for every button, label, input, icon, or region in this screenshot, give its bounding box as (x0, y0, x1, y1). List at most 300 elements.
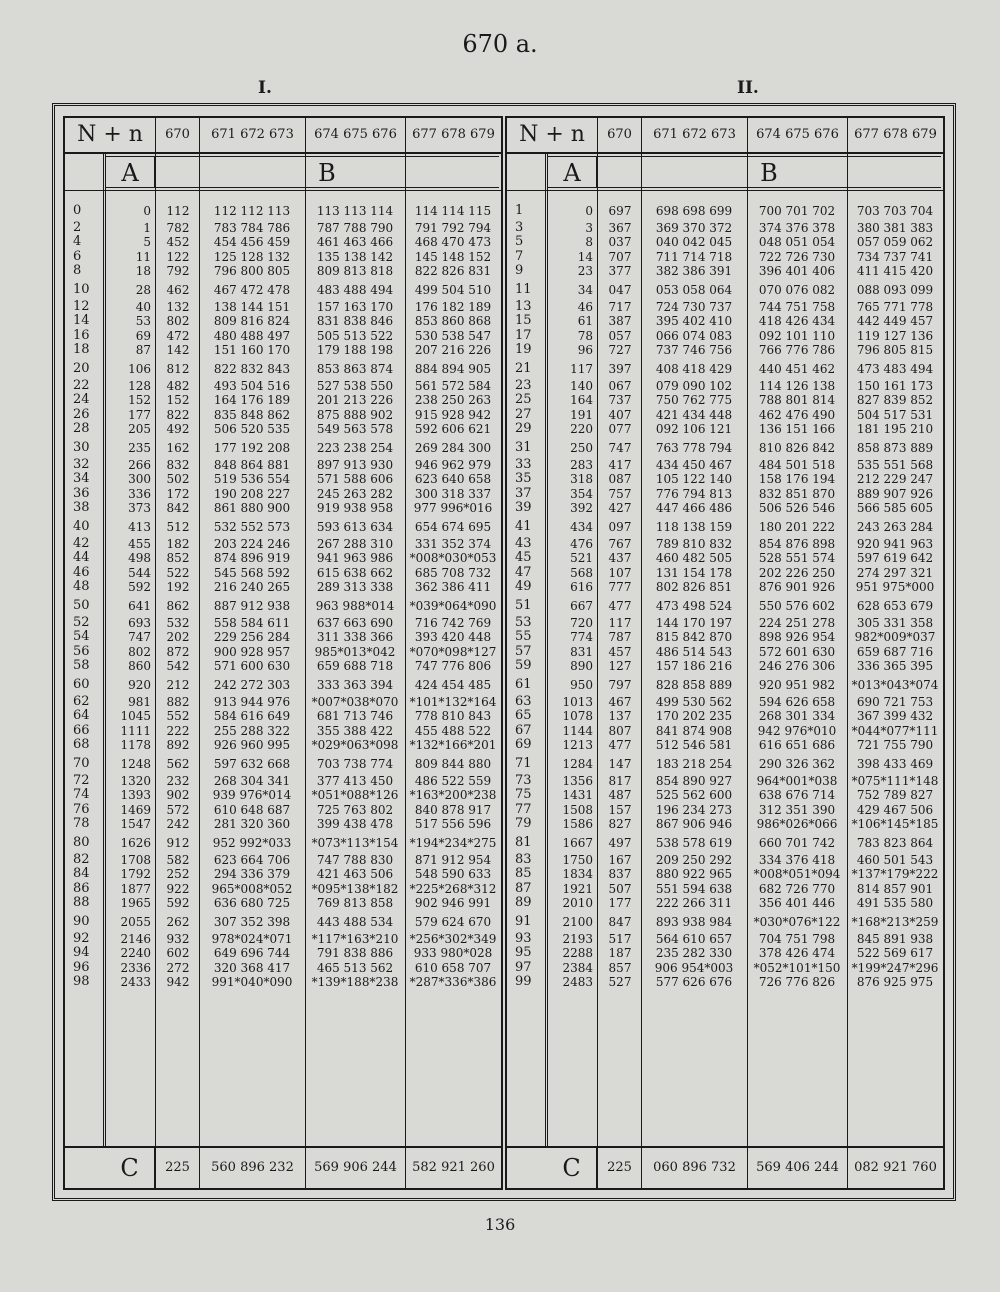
table-row (507, 709, 943, 723)
col-671-673-values: 144 170 197 (655, 616, 733, 631)
col-671-673-values: 183 218 254 (655, 757, 733, 771)
col-670-value: 427 (608, 500, 632, 515)
table-row (65, 774, 501, 788)
col-674-676-values: 722 726 730 (758, 249, 836, 264)
col-677-679-values: 207 216 226 (414, 342, 492, 357)
col-671-673-values: 545 568 592 (213, 565, 291, 580)
col-674-676-values: 378 426 474 (758, 946, 836, 961)
table-row (65, 329, 501, 343)
col-670-value: 802 (166, 314, 190, 329)
col-677-679-values: *070*098*127 (409, 644, 497, 659)
n-value: 60 (73, 677, 90, 692)
col-674-676-values: 505 513 522 (316, 328, 394, 343)
col-671-673-values: 564 610 657 (655, 932, 733, 947)
col-671-673-values: 079 090 102 (655, 379, 733, 394)
n-value: 78 (73, 815, 90, 831)
col-674-676-values: 615 638 662 (316, 565, 394, 580)
col-674-676-values: 202 226 250 (758, 565, 836, 580)
col-671-673-values: 242 272 303 (213, 678, 291, 692)
col-674-676-values: 399 438 478 (316, 816, 394, 831)
col-670-value: 047 (608, 283, 632, 297)
table-row (507, 264, 943, 278)
col-677-679-values: 145 148 152 (414, 249, 492, 264)
a-value: 1284 (562, 757, 593, 771)
col-674-676-values: 462 476 490 (758, 407, 836, 422)
col-677-679-values: 951 975*000 (855, 579, 935, 594)
n-value: 18 (73, 341, 90, 357)
col-677-679-values: 623 640 658 (414, 472, 492, 487)
c-value: 582 921 260 (405, 1148, 501, 1188)
c-value: 082 921 760 (847, 1148, 943, 1188)
n-value: 55 (515, 629, 532, 645)
a-value: 23 (577, 263, 593, 278)
col-670-value: 467 (608, 695, 632, 710)
col-671-673-values: 421 434 448 (655, 407, 733, 422)
table-row (65, 204, 501, 218)
col-677-679-values: 871 912 954 (414, 853, 492, 868)
col-674-676-values: 136 151 166 (758, 421, 836, 436)
col-674-676-values: 355 388 422 (316, 723, 394, 738)
n-value: 96 (73, 959, 90, 975)
col-671-673-values: 519 536 554 (213, 472, 291, 487)
col-674-676-values: 572 601 630 (758, 644, 836, 659)
col-677-679-values: 946 962 979 (414, 458, 492, 473)
col-674-676-values: 465 513 562 (316, 960, 394, 975)
col-677-679-values: 468 470 473 (414, 235, 492, 250)
table-row (65, 803, 501, 817)
table-row (65, 678, 501, 692)
col-677-679-values: 716 742 769 (414, 616, 492, 631)
a-value: 2433 (120, 974, 151, 989)
a-value: 413 (128, 520, 151, 534)
col-677-679-values: 884 894 905 (414, 362, 492, 376)
table-row (65, 645, 501, 659)
n-value: 19 (515, 341, 532, 357)
col-671-673-values: 151 160 170 (213, 342, 291, 357)
col-677-679-values: 548 590 633 (414, 867, 492, 882)
a-value: 1469 (120, 802, 151, 817)
n-value: 4 (73, 234, 82, 250)
col-671-673-values: 763 778 794 (655, 441, 733, 455)
col-671-673-values: 538 578 619 (655, 836, 733, 850)
table-row (507, 422, 943, 436)
col-671-673-values: 874 896 919 (213, 551, 291, 566)
table-row (507, 487, 943, 501)
table-row (65, 738, 501, 752)
col-674-676-values: 245 263 282 (316, 486, 394, 501)
table-row (65, 946, 501, 960)
col-674-676-values: 484 501 518 (758, 458, 836, 473)
col-671-673-values: 939 976*014 (212, 788, 292, 803)
c-value: 569 406 244 (747, 1148, 847, 1188)
col-670-value: 767 (608, 537, 632, 552)
table-row (65, 709, 501, 723)
a-value: 1 (143, 221, 151, 236)
col-670-value: 212 (166, 678, 190, 692)
a-value: 1320 (120, 774, 151, 789)
n-value: 93 (515, 931, 532, 947)
table-row (507, 300, 943, 314)
table-row (507, 882, 943, 896)
a-value: 283 (570, 458, 593, 473)
table-row (65, 659, 501, 673)
n-value: 50 (73, 598, 90, 613)
col-671-673-values: 952 992*033 (212, 836, 292, 850)
a-value: 318 (570, 472, 593, 487)
a-value: 373 (128, 500, 151, 515)
col-677-679-values: *168*213*259 (851, 915, 939, 929)
col-677-679-values: 977 996*016 (413, 500, 493, 515)
col-670-value: 512 (166, 520, 190, 534)
col-671-673-values: 525 562 600 (655, 788, 733, 803)
col-674-676-values: 246 276 306 (758, 658, 836, 673)
col-670-value: 812 (166, 362, 190, 376)
col-677-679-values: *044*077*111 (851, 723, 939, 738)
col-670-value: 477 (608, 737, 632, 752)
table-row (507, 659, 943, 673)
n-value: 95 (515, 945, 532, 961)
table-row (65, 853, 501, 867)
col-677-679-values: 597 619 642 (856, 551, 934, 566)
a-value: 191 (570, 407, 593, 422)
a-value: 860 (128, 658, 151, 673)
n-value: 79 (515, 815, 532, 831)
n-value: 34 (73, 471, 90, 487)
table-row (507, 853, 943, 867)
table-row (65, 422, 501, 436)
n-value: 40 (73, 519, 90, 534)
col-670-value: 892 (166, 737, 190, 752)
col-674-676-values: 769 813 858 (316, 895, 394, 910)
n-value: 56 (73, 643, 90, 659)
n-value: 75 (515, 787, 532, 803)
col-677-679-values: 429 467 506 (856, 802, 934, 817)
n-value: 43 (515, 536, 532, 552)
col-671-673-values: 105 122 140 (655, 472, 733, 487)
a-value: 476 (570, 537, 593, 552)
col-674-676-values: 289 313 338 (316, 579, 394, 594)
n-value: 2 (73, 220, 82, 236)
table-row (507, 393, 943, 407)
col-670-value: 472 (166, 328, 190, 343)
col-677-679-values: 517 556 596 (414, 816, 492, 831)
col-674-676-values: 964*001*038 (756, 774, 838, 789)
col-671-673-values: 480 488 497 (213, 328, 291, 343)
a-value: 1921 (562, 881, 593, 896)
col-670-value: 582 (166, 853, 190, 868)
table-row (65, 580, 501, 594)
col-670-value: 922 (166, 881, 190, 896)
table-row (507, 283, 943, 297)
a-value: 1547 (120, 816, 151, 831)
col-671-673-values: 698 698 699 (655, 204, 733, 218)
n-value: 86 (73, 880, 90, 896)
col-677-679-values: 367 399 432 (856, 709, 934, 724)
col-671-673-values: 131 154 178 (655, 565, 733, 580)
column-header: 670 (597, 118, 641, 152)
col-671-673-values: 486 514 543 (655, 644, 733, 659)
a-value: 1877 (120, 881, 151, 896)
table-row (507, 362, 943, 376)
c-footer-row (65, 1146, 501, 1188)
col-677-679-values: 566 585 605 (856, 500, 934, 515)
col-674-676-values: 527 538 550 (316, 379, 394, 394)
a-value: 2146 (120, 932, 151, 947)
col-670-value: 477 (608, 599, 632, 613)
table-row (507, 788, 943, 802)
n-value: 98 (73, 973, 90, 989)
col-674-676-values: 224 251 278 (758, 616, 836, 631)
n-value: 74 (73, 787, 90, 803)
col-670-value: 097 (608, 520, 632, 534)
c-value: 225 (155, 1148, 199, 1188)
col-670-value: 417 (608, 458, 632, 473)
col-671-673-values: 809 816 824 (213, 314, 291, 329)
a-value: 53 (135, 314, 151, 329)
a-value: 2240 (120, 946, 151, 961)
col-677-679-values: 685 708 732 (414, 565, 492, 580)
col-674-676-values: *030*076*122 (753, 915, 841, 929)
table-row (507, 961, 943, 975)
table-row (507, 408, 943, 422)
col-674-676-values: 461 463 466 (316, 235, 394, 250)
col-671-673-values: 281 320 360 (213, 816, 291, 831)
col-670-value: 152 (166, 393, 190, 408)
a-value: 2336 (120, 960, 151, 975)
col-671-673-values: 551 594 638 (655, 881, 733, 896)
col-670-value: 182 (166, 537, 190, 552)
col-677-679-values: 336 365 395 (856, 658, 934, 673)
col-674-676-values: 421 463 506 (316, 867, 394, 882)
col-671-673-values: 867 906 946 (655, 816, 733, 831)
n-value: 72 (73, 773, 90, 789)
n-value: 99 (515, 973, 532, 989)
table-row (65, 757, 501, 771)
col-677-679-values: 305 331 358 (856, 616, 934, 631)
col-674-676-values: 223 238 254 (316, 441, 394, 455)
table-row (507, 580, 943, 594)
a-value: 1248 (120, 757, 151, 771)
col-674-676-values: 700 701 702 (758, 204, 836, 218)
a-value: 1508 (562, 802, 593, 817)
col-674-676-values: 550 576 602 (758, 599, 836, 613)
col-677-679-values: 889 907 926 (856, 486, 934, 501)
col-677-679-values: *008*030*053 (409, 551, 497, 566)
col-674-676-values: 941 963 986 (316, 551, 394, 566)
col-677-679-values: 822 826 831 (414, 263, 492, 278)
col-677-679-values: *194*234*275 (409, 836, 497, 850)
column-header: 670 (155, 118, 199, 152)
n-value: 57 (515, 643, 532, 659)
table-row (507, 472, 943, 486)
a-value: 890 (570, 658, 593, 673)
n-value: 77 (515, 801, 532, 817)
col-670-value: 757 (608, 486, 632, 501)
col-671-673-values: 861 880 900 (213, 500, 291, 515)
col-671-673-values: 512 546 581 (655, 737, 733, 752)
col-674-676-values: 876 901 926 (758, 579, 836, 594)
n-value: 22 (73, 378, 90, 394)
table-row (507, 616, 943, 630)
c-label: C (547, 1148, 597, 1188)
n-value: 46 (73, 564, 90, 580)
col-677-679-values: 119 127 136 (856, 328, 934, 343)
col-670-value: 792 (166, 263, 190, 278)
col-674-676-values: 201 213 226 (316, 393, 394, 408)
col-677-679-values: 176 182 189 (414, 300, 492, 315)
col-671-673-values: 112 112 113 (213, 204, 291, 218)
column-header: 671 672 673 (641, 118, 747, 152)
col-670-value: 492 (166, 421, 190, 436)
col-671-673-values: 255 288 322 (213, 723, 291, 738)
col-677-679-values: 300 318 337 (414, 486, 492, 501)
table-row (65, 472, 501, 486)
col-674-676-values: 418 426 434 (758, 314, 836, 329)
col-671-673-values: 926 960 995 (213, 737, 291, 752)
col-677-679-values: 243 263 284 (856, 520, 934, 534)
a-value: 592 (128, 579, 151, 594)
col-670-value: 827 (608, 816, 632, 831)
col-674-676-values: 334 376 418 (758, 853, 836, 868)
col-677-679-values: 442 449 457 (856, 314, 934, 329)
col-671-673-values: 978*024*071 (211, 932, 293, 947)
n-value: 90 (73, 914, 90, 929)
col-677-679-values: 840 878 917 (414, 802, 492, 817)
a-value: 667 (570, 599, 593, 613)
col-677-679-values: 269 284 300 (414, 441, 492, 455)
col-671-673-values: 460 482 505 (655, 551, 733, 566)
col-674-676-values: 637 663 690 (316, 616, 394, 631)
ab-label-row (65, 154, 501, 191)
col-670-value: 122 (166, 249, 190, 264)
col-677-679-values: 853 860 868 (414, 314, 492, 329)
col-677-679-values: 902 946 991 (414, 895, 492, 910)
col-674-676-values: 791 838 886 (316, 946, 394, 961)
col-671-673-values: 395 402 410 (655, 314, 733, 329)
col-670-value: 172 (166, 486, 190, 501)
col-671-673-values: 623 664 706 (213, 853, 291, 868)
col-677-679-values: 411 415 420 (856, 263, 934, 278)
col-670-value: 457 (608, 644, 632, 659)
col-671-673-values: 506 520 535 (213, 421, 291, 436)
n-value: 83 (515, 852, 532, 868)
table-row (507, 379, 943, 393)
n-value: 39 (515, 499, 532, 515)
col-677-679-values: 610 658 707 (414, 960, 492, 975)
a-value: 544 (128, 565, 151, 580)
ab-label-row (507, 154, 943, 191)
col-677-679-values: 499 504 510 (414, 283, 492, 297)
table-row (507, 204, 943, 218)
table-row (507, 537, 943, 551)
col-677-679-values: 114 114 115 (414, 204, 492, 218)
col-674-676-values: 788 801 814 (758, 393, 836, 408)
col-671-673-values: 408 418 429 (655, 362, 733, 376)
n-value: 14 (73, 313, 90, 329)
col-677-679-values: 393 420 448 (414, 630, 492, 645)
col-671-673-values: 900 928 957 (213, 644, 291, 659)
n-value: 48 (73, 578, 90, 594)
col-671-673-values: 307 352 398 (213, 915, 291, 929)
col-671-673-values: 789 810 832 (655, 537, 733, 552)
col-677-679-values: 827 839 852 (856, 393, 934, 408)
col-670-value: 377 (608, 263, 632, 278)
n-value: 25 (515, 392, 532, 408)
col-677-679-values: 057 059 062 (856, 235, 934, 250)
col-670-value: 112 (166, 204, 190, 218)
col-677-679-values: *225*268*312 (409, 881, 497, 896)
col-674-676-values: 897 913 930 (316, 458, 394, 473)
n-value: 76 (73, 801, 90, 817)
a-value: 205 (128, 421, 151, 436)
col-677-679-values: 212 229 247 (856, 472, 934, 487)
a-value: 8 (585, 235, 593, 250)
col-671-673-values: 216 240 265 (213, 579, 291, 594)
col-671-673-values: 880 922 965 (655, 867, 733, 882)
table-row (507, 724, 943, 738)
col-670-value: 482 (166, 379, 190, 394)
table-row (507, 221, 943, 235)
col-671-673-values: 610 648 687 (213, 802, 291, 817)
col-670-value: 942 (166, 974, 190, 989)
a-value: 1667 (562, 836, 593, 850)
col-674-676-values: 875 888 902 (316, 407, 394, 422)
col-674-676-values: 396 401 406 (758, 263, 836, 278)
col-670-value: 902 (166, 788, 190, 803)
n-value: 69 (515, 736, 532, 752)
n-value: 8 (73, 262, 82, 278)
n-value: 92 (73, 931, 90, 947)
table-row (507, 932, 943, 946)
col-670-value: 697 (608, 204, 632, 218)
col-674-676-values: 333 363 394 (316, 678, 394, 692)
col-670-value: 837 (608, 867, 632, 882)
n-value: 54 (73, 629, 90, 645)
col-671-673-values: 724 730 737 (655, 300, 733, 315)
n-value: 91 (515, 914, 532, 929)
table-row (65, 283, 501, 297)
a-value: 831 (570, 644, 593, 659)
n-value: 61 (515, 677, 532, 692)
col-671-673-values: 170 202 235 (655, 709, 733, 724)
table-row (507, 695, 943, 709)
a-value: 747 (128, 630, 151, 645)
col-671-673-values: 125 128 132 (213, 249, 291, 264)
a-column-label: A (105, 156, 155, 188)
n-value: 80 (73, 835, 90, 850)
col-677-679-values: 274 297 321 (856, 565, 934, 580)
n-value: 71 (515, 756, 532, 771)
col-671-673-values: 369 370 372 (655, 221, 733, 236)
table-row (65, 458, 501, 472)
col-674-676-values: 312 351 390 (758, 802, 836, 817)
col-677-679-values: 473 483 494 (856, 362, 934, 376)
col-674-676-values: 268 301 334 (758, 709, 836, 724)
table-row (65, 915, 501, 929)
col-674-676-values: 356 401 446 (758, 895, 836, 910)
col-674-676-values: *007*038*070 (311, 695, 399, 710)
col-677-679-values: 530 538 547 (414, 328, 492, 343)
col-670-value: 882 (166, 695, 190, 710)
a-value: 1586 (562, 816, 593, 831)
table-row (65, 695, 501, 709)
a-value: 568 (570, 565, 593, 580)
a-value: 1965 (120, 895, 151, 910)
c-footer-row (507, 1146, 943, 1188)
a-value: 1013 (562, 695, 593, 710)
col-671-673-values: 776 794 813 (655, 486, 733, 501)
col-677-679-values: 734 737 741 (856, 249, 934, 264)
